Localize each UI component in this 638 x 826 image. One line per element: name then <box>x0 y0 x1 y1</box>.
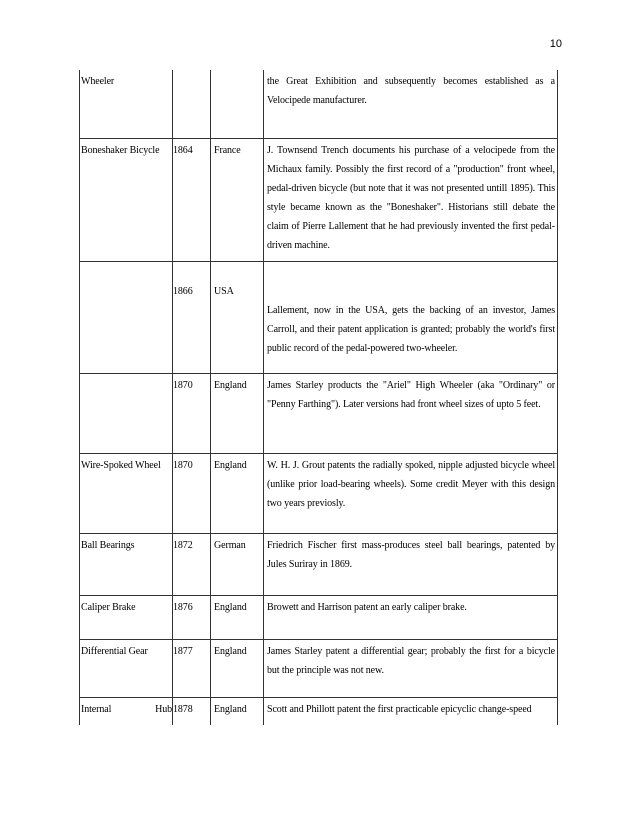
description-cell: Friedrich Fischer first mass-produces steel ball bearings, patented by Jules Suriray in 1869. <box>264 533 558 595</box>
year-cell: 1870 <box>173 373 211 453</box>
year-cell: 1872 <box>173 533 211 595</box>
invention-name-cell <box>80 261 173 373</box>
invention-name-part: Hub <box>155 703 172 715</box>
invention-name-cell <box>80 697 173 725</box>
description-cell: the Great Exhibition and subsequently becomes established as a Velocipede manufacturer. <box>264 70 558 138</box>
invention-name-cell: Wheeler <box>80 70 173 138</box>
invention-name-cell: Boneshaker Bicycle <box>80 138 173 261</box>
country-cell: England <box>211 639 264 697</box>
country-cell <box>211 70 264 138</box>
table-row <box>80 639 558 697</box>
country-cell: France <box>211 138 264 261</box>
invention-name-cell: Caliper Brake <box>80 595 173 639</box>
invention-name-cell: Ball Bearings <box>80 533 173 595</box>
description-cell <box>264 261 558 373</box>
description-cell: W. H. J. Grout patents the radially spoked, nipple adjusted bicycle wheel (unlike prior load-bearing wheels). Some credit Meyer with this design two years previosly. <box>264 453 558 533</box>
description-cell: James Starley patent a differential gear; probably the first for a bicycle but the principle was not new. <box>264 639 558 697</box>
bicycle-history-table <box>79 70 558 725</box>
description-cell: James Starley products the "Ariel" High Wheeler (aka "Ordinary" or "Penny Farthing"). Later versions had front wheel sizes of upto 5 feet. <box>264 373 558 453</box>
invention-name-part: Internal <box>81 703 112 715</box>
table-row <box>80 595 558 639</box>
country-cell: German <box>211 533 264 595</box>
table-row <box>80 261 558 373</box>
country-text: USA <box>214 285 234 297</box>
year-cell: 1876 <box>173 595 211 639</box>
year-cell <box>173 70 211 138</box>
description-cell: J. Townsend Trench documents his purchase of a velocipede from the Michaux family. Possibly the first record of a "production" front wheel, pedal-driven bicycle (but note that it was not presented untill 1895). This style became known as the "Boneshaker". Historians still debate the claim of Pierre Lallement that he had previously invented the first pedal-driven machine. <box>264 138 558 261</box>
year-cell: 1877 <box>173 639 211 697</box>
description-text: Lallement, now in the USA, gets the backing of an investor, James Carroll, and their patent application is granted; probably the world's first public record of the pedal-powered two-wheeler. <box>267 304 555 354</box>
year-cell: 1870 <box>173 453 211 533</box>
page-number: 10 <box>549 38 562 50</box>
country-cell: England <box>211 595 264 639</box>
year-text: 1866 <box>173 285 193 297</box>
country-cell: England <box>211 453 264 533</box>
year-cell: 1878 <box>173 697 211 725</box>
year-cell <box>173 261 211 373</box>
table-row <box>80 533 558 595</box>
table-row <box>80 697 558 725</box>
table-row <box>80 373 558 453</box>
year-cell: 1864 <box>173 138 211 261</box>
table-row <box>80 453 558 533</box>
invention-name-cell: Differential Gear <box>80 639 173 697</box>
invention-name-cell: Wire-Spoked Wheel <box>80 453 173 533</box>
country-cell <box>211 261 264 373</box>
invention-name-cell <box>80 373 173 453</box>
country-cell: England <box>211 373 264 453</box>
table-row <box>80 138 558 261</box>
table-row <box>80 70 558 138</box>
description-cell: Browett and Harrison patent an early caliper brake. <box>264 595 558 639</box>
country-cell: England <box>211 697 264 725</box>
description-cell: Scott and Phillott patent the first practicable epicyclic change-speed <box>264 697 558 725</box>
